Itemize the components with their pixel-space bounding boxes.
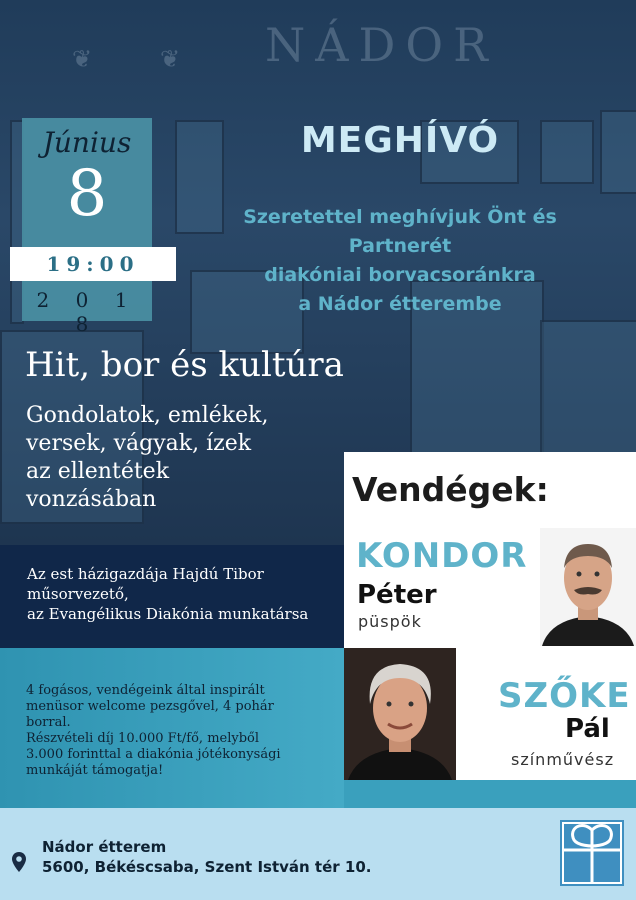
guest-1-photo <box>540 528 636 646</box>
diakonia-logo-icon <box>560 820 624 886</box>
leaf-ornament-icon: ❦ <box>72 45 93 73</box>
guest-1-lastname: KONDOR <box>356 536 528 576</box>
leaf-ornament-icon: ❦ <box>160 45 181 73</box>
menu-text: 4 fogásos, vendégeink által inspirált menüsor welcome pezsgővel, 4 pohár borral. Részvételi díj 10.000 Ft/fő, melyből 3.000 forinttal a diakónia jótékonysági munkáját támogatja! <box>26 683 281 778</box>
venue-address <box>42 837 371 877</box>
host-text: Az est házigazdája Hajdú Tibor műsorvezető, az Evangélikus Diakónia munkatársa <box>27 565 309 623</box>
venue-name: Nádor étterem <box>42 838 167 856</box>
location-pin-icon <box>12 852 26 876</box>
invitation-title: MEGHÍVÓ <box>300 120 500 161</box>
date-day: 8 <box>66 157 108 231</box>
invitation-text: Szeretettel meghívjuk Önt és Partnerét diakóniai borvacsoránkra a Nádor étterembe <box>243 206 557 315</box>
guest-2-photo <box>344 648 456 780</box>
restaurant-sign: NÁDOR <box>265 18 498 72</box>
event-time: 19:00 <box>46 252 140 276</box>
guest-2-role: színművész <box>511 750 615 769</box>
guest-1-firstname: Péter <box>357 580 437 610</box>
guest-2-firstname: Pál <box>565 714 610 744</box>
event-subtitle: Gondolatok, emlékek, versek, vágyak, ízek az ellentétek vonzásában <box>26 403 269 512</box>
date-year: 2 0 1 8 <box>36 288 138 336</box>
guest-2-lastname: SZŐKE <box>498 676 631 716</box>
guests-title: Vendégek: <box>352 470 549 509</box>
event-tagline: Hit, bor és kultúra <box>25 345 344 385</box>
date-month: Június <box>42 126 132 159</box>
venue-street: 5600, Békéscsaba, Szent István tér 10. <box>42 858 372 876</box>
guest-1-role: püspök <box>358 612 422 631</box>
